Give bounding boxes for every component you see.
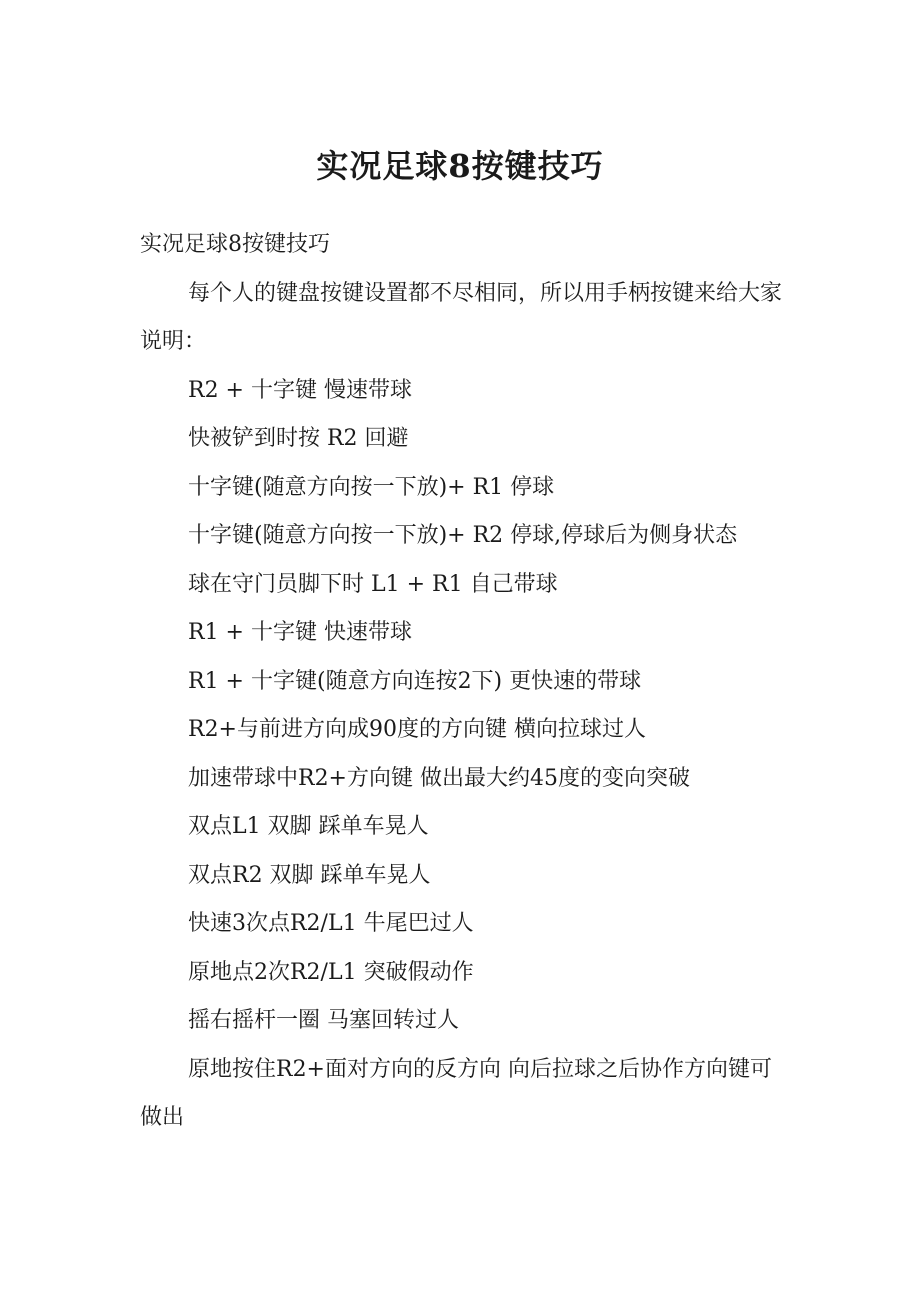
document-body [140, 221, 785, 1143]
document-subtitle: 实况足球8按键技巧 [140, 232, 330, 257]
tip-line: 十字键(随意方向按一下放)+ R1 停球 [188, 474, 555, 500]
tip-line: 球在守门员脚下时 L1 + R1 自己带球 [188, 571, 558, 597]
tip-line: 双点R2 双脚 踩单车晃人 [188, 862, 431, 888]
tip-line: 快被铲到时按 R2 回避 [188, 426, 409, 451]
tip-line: R1 + 十字键(随意方向连按2下) 更快速的带球 [188, 668, 642, 694]
tip-line: R2 + 十字键 慢速带球 [188, 377, 412, 403]
tip-line: 加速带球中R2+方向键 做出最大约45度的变向突破 [188, 765, 690, 791]
tip-line: R1 + 十字键 快速带球 [188, 620, 412, 645]
page-title: 实况足球8按键技巧 [316, 147, 604, 185]
tip-line: 摇右摇杆一圈 马塞回转过人 [188, 1008, 459, 1033]
tip-line: 双点L1 双脚 踩单车晃人 [188, 814, 429, 839]
tip-line: 快速3次点R2/L1 牛尾巴过人 [188, 911, 474, 936]
intro-paragraph: 每个人的键盘按键设置都不尽相同，所以用手柄按键来给大家说明： [140, 280, 783, 354]
tip-line: 十字键(随意方向按一下放)+ R2 停球,停球后为侧身状态 [188, 523, 738, 548]
tip-line: R2+与前进方向成90度的方向键 横向拉球过人 [188, 717, 646, 742]
tip-line: 原地按住R2+面对方向的反方向 向后拉球之后协作方向键可做出 [140, 1056, 772, 1130]
tip-line: 原地点2次R2/L1 突破假动作 [188, 959, 474, 985]
